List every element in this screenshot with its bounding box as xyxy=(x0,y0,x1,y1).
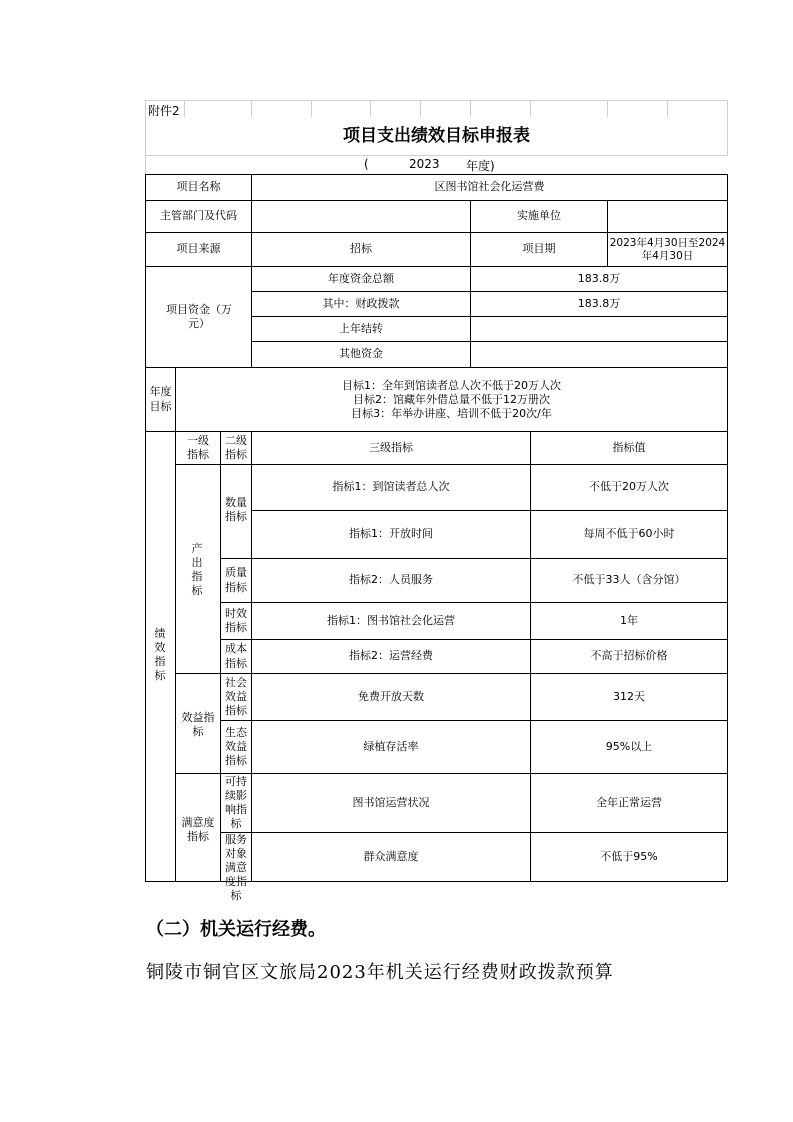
project-name-label: 项目名称 xyxy=(176,180,221,194)
satisfaction-indicator-label: 满意度指标 xyxy=(181,815,215,843)
benefit-indicator-label: 效益指标 xyxy=(181,710,215,738)
annual-goal-text xyxy=(176,368,727,431)
goal-line: 目标2：馆藏年外借总量不低于12万册次 xyxy=(353,392,550,406)
year-value: 2023 xyxy=(409,157,440,171)
social-benefit-indicator-label: 社会效益指标 xyxy=(225,676,247,717)
dept-label: 主管部门及代码 xyxy=(160,209,237,223)
indicator-row-value: 不低于95% xyxy=(600,849,658,863)
indicator-row-level3: 指标1：到馆读者总人次 xyxy=(332,480,450,494)
eco-benefit-indicator-label: 生态效益指标 xyxy=(225,726,247,767)
funds-other-value xyxy=(471,342,727,367)
indicator-row-value: 全年正常运营 xyxy=(596,795,662,809)
attachment-label: 附件2 xyxy=(148,104,180,118)
funds-total-label: 年度资金总额 xyxy=(328,271,394,285)
year-paren: ( xyxy=(364,157,369,171)
indicator-row-level3: 指标1：图书馆社会化运营 xyxy=(327,613,455,627)
sheet-gridline xyxy=(667,100,668,117)
sheet-gridline xyxy=(145,155,728,156)
sheet-gridline xyxy=(251,100,252,117)
quantity-indicator-label: 数量指标 xyxy=(225,495,247,523)
sustainability-indicator-label: 可持续影响指标 xyxy=(225,775,247,830)
indicator-row-value: 95%以上 xyxy=(605,739,653,753)
indicator-row-level3: 指标2：运营经费 xyxy=(349,649,433,663)
funds-carryover-value xyxy=(471,317,727,341)
funds-fiscal-value: 183.8万 xyxy=(577,296,621,310)
sheet-gridline xyxy=(184,100,185,117)
indicator-row-level3: 免费开放天数 xyxy=(358,689,424,703)
service-satisfaction-indicator-label: 服务对象满意度指标 xyxy=(225,833,247,902)
source-value: 招标 xyxy=(350,242,372,256)
source-label: 项目来源 xyxy=(176,242,221,256)
goal-line: 目标1：全年到馆读者总人次不低于20万人次 xyxy=(342,378,561,392)
funds-other-label: 其他资金 xyxy=(339,347,383,361)
performance-indicators-label: 绩效指标 xyxy=(154,627,166,682)
funds-fiscal-label: 其中：财政拨款 xyxy=(322,296,400,310)
project-name-value: 区图书馆社会化运营费 xyxy=(434,180,545,194)
sheet-gridline xyxy=(530,100,531,117)
cost-indicator-label: 成本指标 xyxy=(225,642,247,670)
header-level3: 三级指标 xyxy=(369,440,413,454)
sheet-gridline xyxy=(470,100,471,117)
sheet-gridline xyxy=(607,100,608,117)
impl-unit-value xyxy=(608,201,727,232)
sheet-gridline xyxy=(311,100,312,117)
indicator-row-value: 312天 xyxy=(613,689,645,703)
year-suffix: 年度) xyxy=(466,159,495,173)
funds-carryover-label: 上年结转 xyxy=(339,321,383,335)
header-level1: 一级指标 xyxy=(187,433,209,461)
sheet-gridline xyxy=(420,100,421,117)
indicator-row-value: 1年 xyxy=(620,613,638,627)
body-line: 铜陵市铜官区文旅局2023年机关运行经费财政拨款预算 xyxy=(146,962,614,983)
header-value: 指标值 xyxy=(612,440,646,454)
header-level2: 二级指标 xyxy=(225,433,247,461)
indicator-row-value: 每周不低于60小时 xyxy=(583,527,675,541)
indicator-row-level3: 绿植存活率 xyxy=(363,739,419,753)
dept-value xyxy=(252,201,470,232)
funds-label: 项目资金（万元） xyxy=(166,302,232,330)
indicator-row-value: 不高于招标价格 xyxy=(590,649,668,663)
funds-total-value: 183.8万 xyxy=(577,271,621,285)
period-value: 2023年4月30日至2024年4月30日 xyxy=(609,236,726,262)
goal-line: 目标3：年举办讲座、培训不低于20次/年 xyxy=(351,406,552,420)
sheet-gridline xyxy=(370,100,371,117)
indicator-row-level3: 指标1：开放时间 xyxy=(349,527,433,541)
indicator-row-level3: 群众满意度 xyxy=(363,849,419,863)
section-heading: （二）机关运行经费。 xyxy=(146,919,326,940)
impl-unit-label: 实施单位 xyxy=(517,209,561,223)
timeliness-indicator-label: 时效指标 xyxy=(225,606,247,634)
indicator-row-level3: 指标2：人员服务 xyxy=(349,573,433,587)
period-label: 项目期 xyxy=(522,242,556,256)
quality-indicator-label: 质量指标 xyxy=(225,566,247,594)
form-title: 项目支出绩效目标申报表 xyxy=(343,125,530,146)
indicator-row-value: 不低于20万人次 xyxy=(589,480,669,494)
indicator-row-level3: 图书馆运营状况 xyxy=(352,795,430,809)
output-indicator-label: 产出指标 xyxy=(191,542,203,597)
annual-goal-label: 年度目标 xyxy=(149,385,172,413)
sheet-gridline xyxy=(145,100,728,101)
indicator-row-value: 不低于33人（含分馆） xyxy=(572,573,686,587)
